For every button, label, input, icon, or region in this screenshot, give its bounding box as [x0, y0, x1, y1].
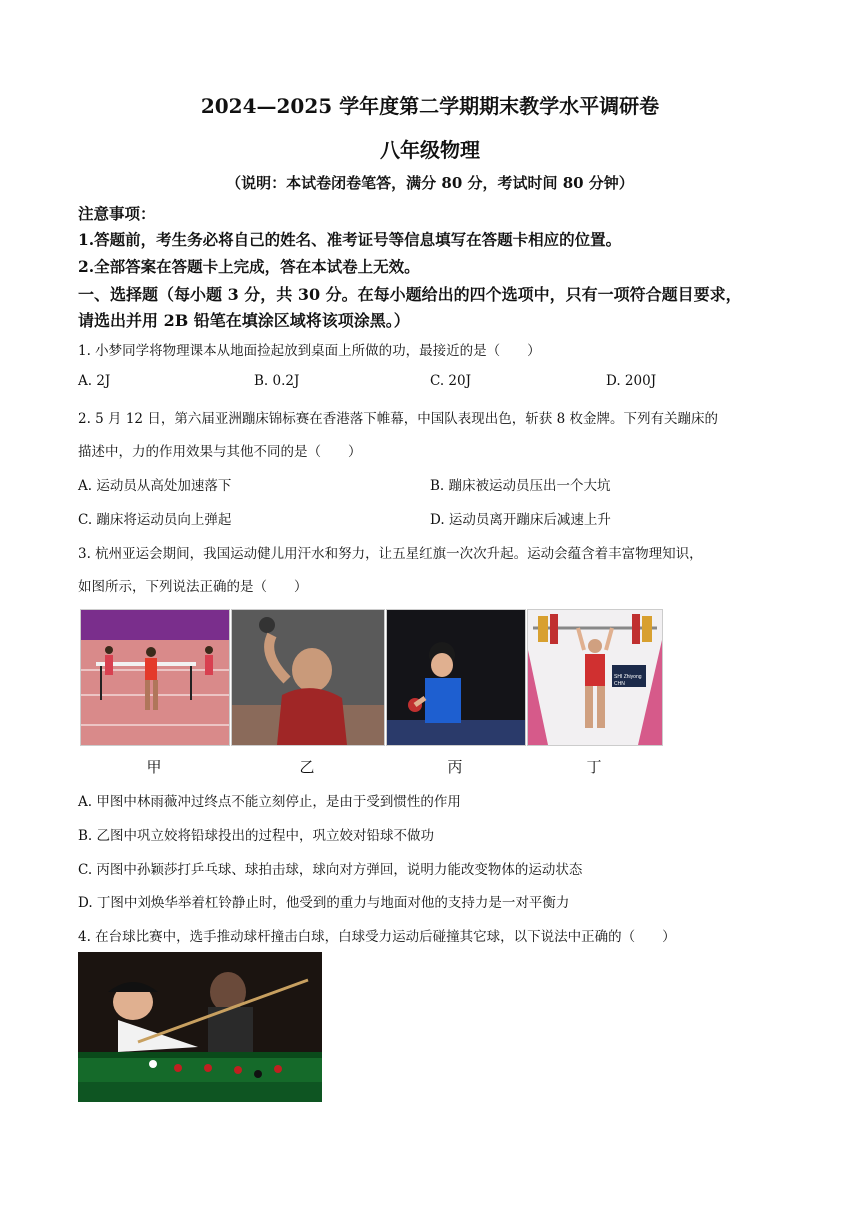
photo-shot-put: [231, 609, 385, 746]
notice-item-2: 2.全部答案在答题卡上完成，答在本试卷上无效。: [78, 257, 420, 276]
photo-hurdles: [80, 609, 230, 746]
exam-title: 2024—2025 学年度第二学期期末教学水平调研卷: [200, 94, 660, 118]
caption-jia: 甲: [146, 758, 162, 776]
photo-table-tennis: [386, 609, 526, 746]
notice-heading: 注意事项：: [78, 204, 156, 223]
question-2-stem-cont: 描述中，力的作用效果与其他不同的是（ ）: [78, 444, 362, 460]
question-2-option-b: B. 蹦床被运动员压出一个大坑: [430, 478, 611, 494]
question-3-option-a: A. 甲图中林雨薇冲过终点不能立刻停止，是由于受到惯性的作用: [78, 794, 461, 810]
caption-bing: 丙: [447, 758, 463, 776]
question-3-stem: 3. 杭州亚运会期间，我国运动健儿用汗水和努力，让五星红旗一次次升起。运动会蕴含着丰富物理知识，: [78, 546, 703, 562]
photo-weightlifting-name: SHI Zhiyong: [614, 674, 642, 680]
photo-weightlifting-country: CHN: [614, 681, 625, 687]
question-1-option-d: D. 200J: [606, 373, 657, 389]
section-heading-cont: 请选出并用 2B 铅笔在填涂区域将该项涂黑。）: [78, 311, 410, 330]
question-1-option-b: B. 0.2J: [254, 373, 300, 389]
notice-item-1: 1.答题前，考生务必将自己的姓名、准考证号等信息填写在答题卡相应的位置。: [78, 230, 622, 249]
question-1-option-c: C. 20J: [430, 373, 472, 389]
question-2-option-c: C. 蹦床将运动员向上弹起: [78, 512, 232, 528]
question-1-stem: 1. 小梦同学将物理课本从地面捡起放到桌面上所做的功，最接近的是（ ）: [78, 343, 541, 359]
section-heading: 一、选择题（每小题 3 分，共 30 分。在每小题给出的四个选项中，只有一项符合题目要求，: [78, 285, 742, 304]
photo-weightlifting: [527, 609, 663, 746]
exam-note: （说明：本试卷闭卷笔答，满分 80 分，考试时间 80 分钟）: [226, 174, 634, 192]
question-1-option-a: A. 2J: [78, 373, 111, 389]
question-3-option-b: B. 乙图中巩立姣将铅球投出的过程中，巩立姣对铅球不做功: [78, 828, 435, 844]
question-4-stem: 4. 在台球比赛中，选手推动球杆撞击白球，白球受力运动后碰撞其它球，以下说法中正确的（ ）: [78, 929, 676, 945]
question-2-option-a: A. 运动员从高处加速落下: [78, 478, 232, 494]
photo-snooker: [78, 952, 322, 1102]
caption-ding: 丁: [586, 758, 602, 776]
question-3-option-d: D. 丁图中刘焕华举着杠铃静止时，他受到的重力与地面对他的支持力是一对平衡力: [78, 895, 570, 911]
caption-yi: 乙: [299, 758, 315, 776]
question-2-stem: 2. 5 月 12 日，第六届亚洲蹦床锦标赛在香港落下帷幕，中国队表现出色，斩获 8 枚金牌。下列有关蹦床的: [78, 411, 718, 427]
question-2-option-d: D. 运动员离开蹦床后减速上升: [430, 512, 611, 528]
exam-subject: 八年级物理: [380, 138, 480, 162]
question-3-stem-cont: 如图所示，下列说法正确的是（ ）: [78, 579, 308, 595]
question-3-option-c: C. 丙图中孙颖莎打乒乓球、球拍击球，球向对方弹回，说明力能改变物体的运动状态: [78, 862, 583, 878]
